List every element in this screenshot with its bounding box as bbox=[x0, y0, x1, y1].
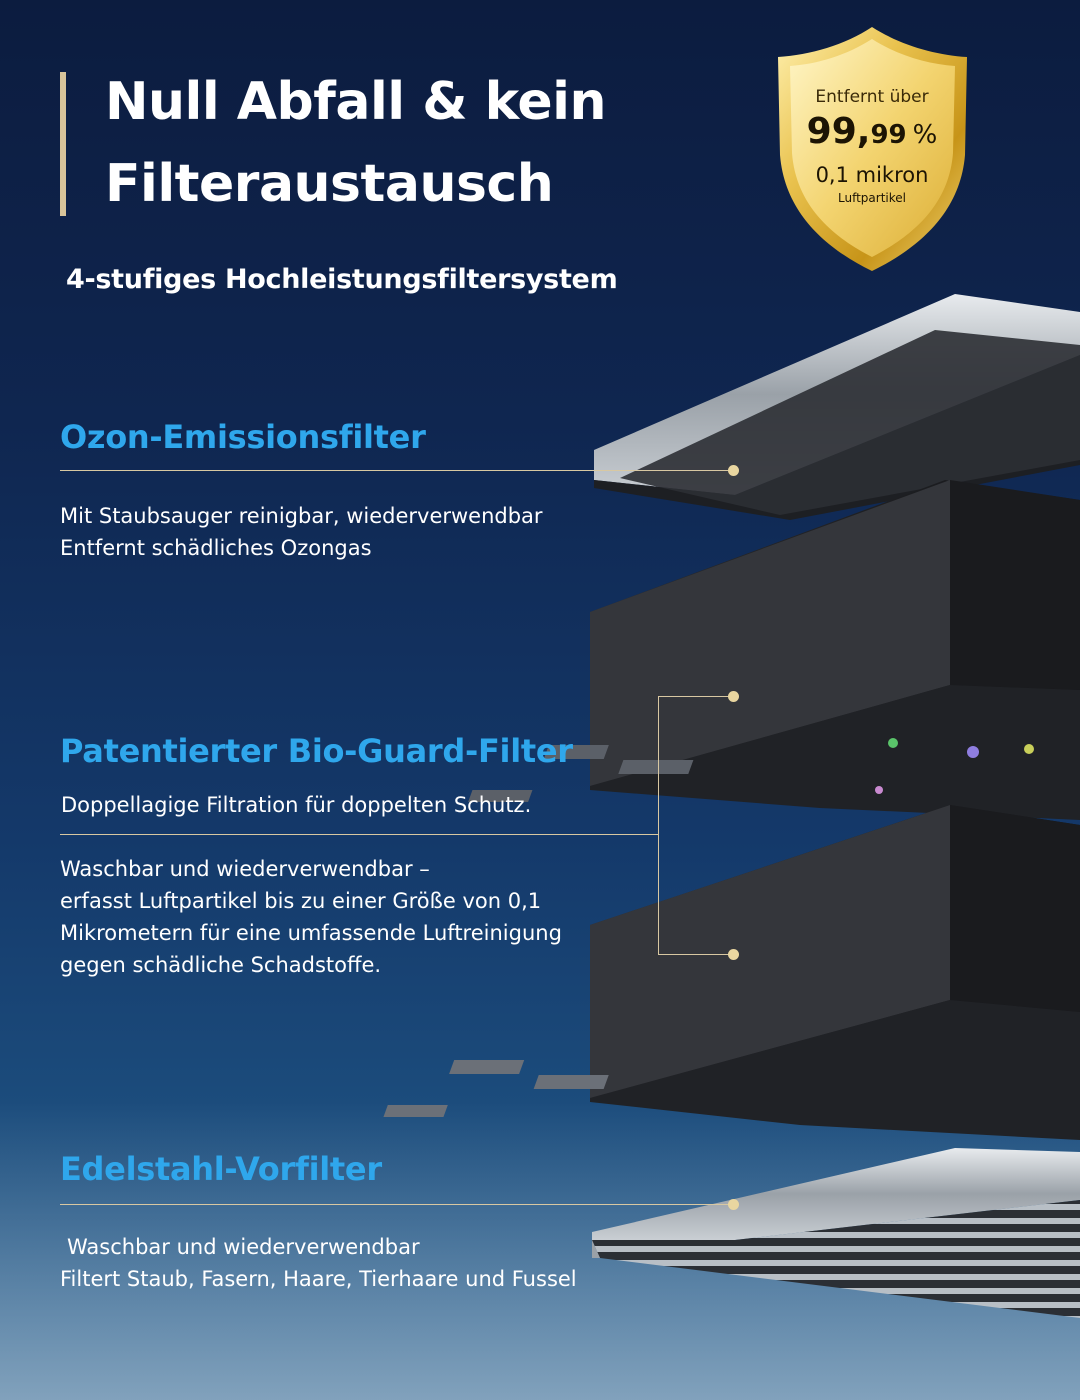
ozone-filter-layer bbox=[594, 294, 1080, 520]
bioguard-connector-dot-top bbox=[728, 691, 739, 702]
badge-value-big: 99, bbox=[806, 111, 871, 152]
ozone-desc-line-1: Mit Staubsauger reinigbar, wiederverwendbar bbox=[60, 504, 543, 528]
bioguard-tagline: Doppellagige Filtration für doppelten Schutz. bbox=[61, 793, 532, 817]
badge-value-small: 99 bbox=[870, 120, 907, 150]
bioguard-desc-line-3: Mikrometern für eine umfassende Luftreinigung bbox=[60, 921, 562, 945]
bioguard-connector-line bbox=[60, 834, 658, 835]
prefilter-connector-line bbox=[60, 1204, 735, 1205]
badge-size: 0,1 mikron bbox=[815, 163, 929, 187]
badge-label: Luftpartikel bbox=[838, 191, 906, 205]
bioguard-heading: Patentierter Bio-Guard-Filter bbox=[60, 732, 573, 770]
badge-percent: % bbox=[912, 120, 938, 150]
badge-top-text: Entfernt über bbox=[815, 87, 929, 107]
ozone-desc-line-2: Entfernt schädliches Ozongas bbox=[60, 536, 372, 560]
prefilter-desc-line-2: Filtert Staub, Fasern, Haare, Tierhaare und Fussel bbox=[60, 1267, 577, 1291]
bioguard-connector-bottom bbox=[658, 954, 734, 955]
page-title-line-2: Filteraustausch bbox=[105, 154, 554, 214]
bioguard-connector-dot-bottom bbox=[728, 949, 739, 960]
prefilter-desc-line-1: Waschbar und wiederverwendbar bbox=[67, 1235, 420, 1259]
ozone-connector-line bbox=[60, 470, 735, 471]
page-title-line-1: Null Abfall & kein bbox=[105, 72, 606, 132]
ozone-connector-dot bbox=[728, 465, 739, 476]
bioguard-lower-layer bbox=[383, 805, 1080, 1140]
prefilter-heading: Edelstahl-Vorfilter bbox=[60, 1150, 382, 1188]
bioguard-desc-line-2: erfasst Luftpartikel bis zu einer Größe von 0,1 bbox=[60, 889, 542, 913]
bioguard-connector-vertical bbox=[658, 696, 659, 954]
ozone-heading: Ozon-Emissionsfilter bbox=[60, 418, 426, 456]
prefilter-connector-dot bbox=[728, 1199, 739, 1210]
bioguard-connector-top bbox=[658, 696, 734, 697]
page-subtitle: 4-stufiges Hochleistungsfiltersystem bbox=[66, 264, 618, 295]
bioguard-desc-line-4: gegen schädliche Schadstoffe. bbox=[60, 953, 382, 977]
bioguard-desc-line-1: Waschbar und wiederverwendbar – bbox=[60, 857, 430, 881]
